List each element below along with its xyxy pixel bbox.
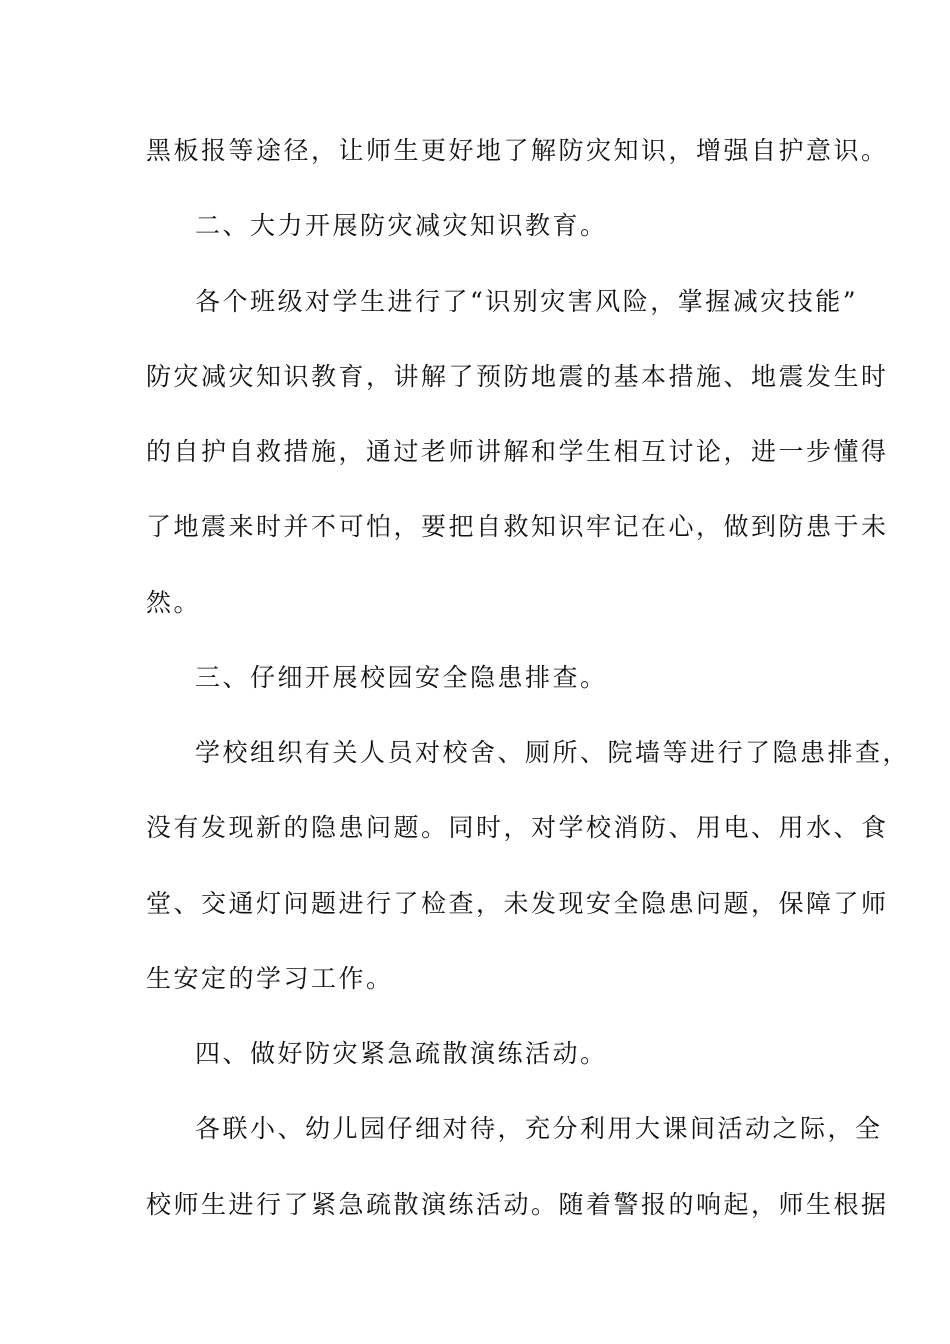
text-line: 没有发现新的隐患问题。同时，对学校消防、用电、用水、食 bbox=[146, 813, 889, 842]
text-line: 堂、交通灯问题进行了检查，未发现安全隐患问题，保障了师 bbox=[146, 889, 889, 918]
text-line: 的自护自救措施，通过老师讲解和学生相互讨论，进一步懂得 bbox=[146, 437, 889, 466]
text-line: 校师生进行了紧急疏散演练活动。随着警报的响起，师生根据 bbox=[146, 1190, 889, 1219]
text-line: 各个班级对学生进行了“识别灾害风险，掌握减灾技能” bbox=[195, 287, 859, 316]
text-line: 生安定的学习工作。 bbox=[146, 964, 394, 993]
section-heading: 三、仔细开展校园安全隐患排查。 bbox=[195, 663, 608, 692]
text-line: 了地震来时并不可怕，要把自救知识牢记在心，做到防患于未 bbox=[146, 512, 889, 541]
text-line: 各联小、幼儿园仔细对待，充分利用大课间活动之际，全 bbox=[195, 1114, 883, 1143]
text-line: 学校组织有关人员对校舍、厕所、院墙等进行了隐患排查， bbox=[195, 738, 911, 767]
text-line: 防灾减灾知识教育，讲解了预防地震的基本措施、地震发生时 bbox=[146, 362, 889, 391]
text-line: 然。 bbox=[146, 588, 202, 617]
text-line: 黑板报等途径，让师生更好地了解防灾知识，增强自护意识。 bbox=[146, 136, 889, 165]
section-heading: 二、大力开展防灾减灾知识教育。 bbox=[195, 211, 608, 240]
section-heading: 四、做好防灾紧急疏散演练活动。 bbox=[195, 1039, 608, 1068]
